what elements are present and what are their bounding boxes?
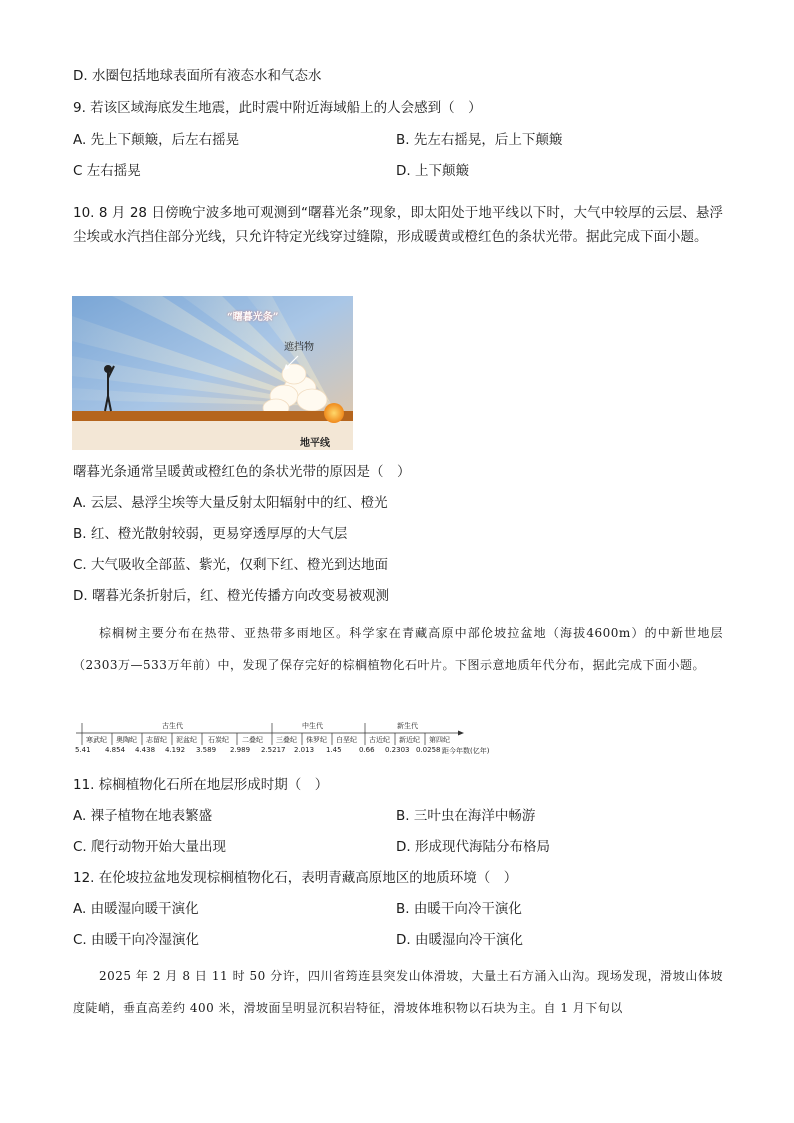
age-label: 2.5217	[261, 746, 286, 754]
age-label: 3.589	[196, 746, 217, 754]
geologic-timeline	[72, 717, 490, 757]
q9-option-c: C 左右摇晃	[73, 163, 141, 179]
q11-option-d: D. 形成现代海陆分布格局	[396, 839, 550, 855]
q12-option-a: A. 由暖湿向暖干演化	[73, 901, 199, 917]
q10-option-a: A. 云层、悬浮尘埃等大量反射太阳辐射中的红、橙光	[73, 495, 388, 511]
q12-stem: 12. 在伦坡拉盆地发现棕榈植物化石，表明青藏高原地区的地质环境（ ）	[73, 870, 518, 886]
q9-option-a: A. 先上下颠簸，后左右摇晃	[73, 132, 240, 148]
period-paleogene: 古近纪	[369, 736, 390, 744]
period-carboniferous: 石炭纪	[208, 736, 229, 744]
age-label: 0.0258	[416, 746, 441, 754]
period-neogene: 新近纪	[399, 736, 420, 744]
q9-option-d: D. 上下颠簸	[396, 163, 469, 179]
q10-option-c: C. 大气吸收全部蓝、紫光，仅剩下红、橙光到达地面	[73, 557, 389, 573]
era-mesozoic: 中生代	[302, 722, 323, 730]
q11-option-b: B. 三叶虫在海洋中畅游	[396, 808, 536, 824]
age-label: 0.2303	[385, 746, 410, 754]
rays-label: “曙暮光条”	[227, 312, 279, 323]
age-label: 4.438	[135, 746, 156, 754]
q12-option-b: B. 由暖干向冷干演化	[396, 901, 522, 917]
q12-option-d: D. 由暖湿向冷干演化	[396, 932, 523, 948]
period-quaternary: 第四纪	[429, 736, 450, 744]
era-cenozoic: 新生代	[397, 722, 418, 730]
era-paleozoic: 古生代	[162, 722, 183, 730]
q11-option-a: A. 裸子植物在地表繁盛	[73, 808, 213, 824]
q11-option-c: C. 爬行动物开始大量出现	[73, 839, 227, 855]
q9-stem: 9. 若该区域海底发生地震，此时震中附近海域船上的人会感到（ ）	[73, 100, 482, 116]
palm-passage: 棕榈树主要分布在热带、亚热带多雨地区。科学家在青藏高原中部伦坡拉盆地（海拔4600m）的中新世地层（2303万—533万年前）中，发现了保存完好的棕榈植物化石叶片。下图示意地质年代分布，据此完成下面小题。	[73, 626, 723, 672]
age-label: 4.192	[165, 746, 186, 754]
age-label: 4.854	[105, 746, 126, 754]
period-triassic: 三叠纪	[276, 736, 297, 744]
timeline-unit: 距今年数(亿年)	[442, 747, 490, 755]
q10-stem: 曙暮光条通常呈暖黄或橙红色的条状光带的原因是（ ）	[73, 464, 411, 480]
q10-option-d: D. 曙暮光条折射后，红、橙光传播方向改变易被观测	[73, 588, 389, 604]
age-label: 2.013	[294, 746, 315, 754]
period-jurassic: 侏罗纪	[306, 736, 327, 744]
period-silurian: 志留纪	[146, 736, 167, 744]
horizon-label: 地平线	[300, 438, 330, 449]
period-ordovician: 奥陶纪	[116, 736, 137, 744]
period-permian: 二叠纪	[242, 736, 263, 744]
obstacle-label: 遮挡物	[284, 342, 314, 353]
period-cambrian: 寒武纪	[86, 736, 107, 744]
age-label: 5.41	[75, 746, 91, 754]
q9-option-b: B. 先左右摇晃，后上下颠簸	[396, 132, 563, 148]
age-label: 0.66	[359, 746, 375, 754]
q10-intro: 10. 8 月 28 日傍晚宁波多地可观测到“曙暮光条”现象，即太阳处于地平线以下时，大气中较厚的云层、悬浮尘埃或水汽挡住部分光线，只允许特定光线穿过缝隙，形成暖黄或橙红色的条状光带。据此完成下面小题。	[73, 205, 723, 245]
q11-stem: 11. 棕榈植物化石所在地层形成时期（ ）	[73, 777, 329, 793]
q10-option-b: B. 红、橙光散射较弱，更易穿透厚厚的大气层	[73, 526, 348, 542]
age-label: 2.989	[230, 746, 251, 754]
q12-option-c: C. 由暖干向冷湿演化	[73, 932, 200, 948]
period-devonian: 泥盆纪	[176, 736, 197, 744]
landslide-passage: 2025 年 2 月 8 日 11 时 50 分许，四川省筠连县突发山体滑坡，大量土石方涌入山沟。现场发现，滑坡山体坡度陡峭，垂直高差约 400 米，滑坡面呈明显沉积岩特征，滑坡体堆积物以石块为主。自 1 月下旬以	[73, 969, 723, 1015]
age-label: 1.45	[326, 746, 342, 754]
crepuscular-rays-illustration	[72, 296, 353, 450]
q8-option-d: D. 水圈包括地球表面所有液态水和气态水	[73, 68, 322, 84]
period-cretaceous: 白垩纪	[336, 736, 357, 744]
crepuscular-rays-figure	[72, 296, 353, 450]
